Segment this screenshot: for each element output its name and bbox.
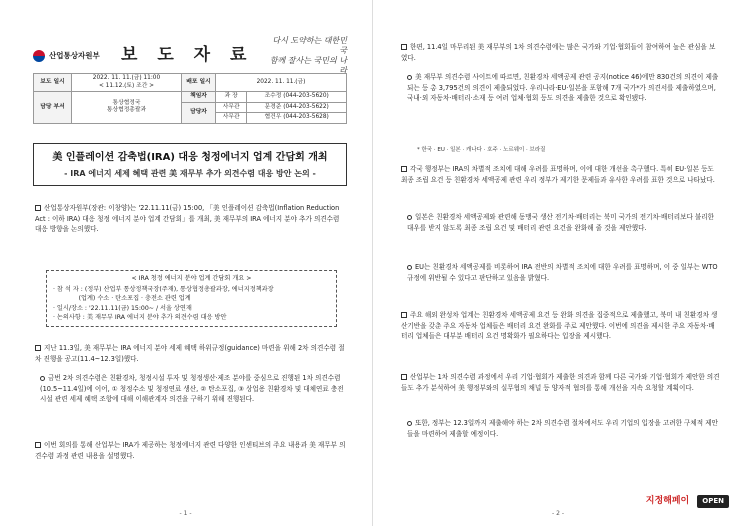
paragraph-second-round [40, 373, 347, 405]
doc-type-title: 보 도 자 료 [121, 45, 254, 66]
footer-logos [646, 495, 729, 509]
paragraph-second-round-plan [407, 418, 721, 439]
paragraph-text: 산업통상자원부(장관: 이창양)는 '22.11.11(금) 15:00, 「美 인플레이션 감축법(Inflation Reduction Act : 이하 IRA) 대응 청정 에너지 분야 업계 간담회」를 개최, 美 재무부의 IRA 에너지 분야 추가 의견수렴 대응 방향을 논의했다. [35, 204, 340, 234]
paragraph-concerns [401, 164, 721, 185]
dept-value: 통상협정국 통상협정총괄과 [72, 92, 182, 124]
box-heading: < IRA 청정 에너지 분야 업계 간담회 개요 > [131, 275, 252, 282]
square-bullet-icon [401, 44, 407, 50]
person-cell: 조수정 (044-203-5620) [247, 92, 347, 103]
paragraph-text: EU는 친환경차 세액공제를 비롯하여 IRA 전반의 차별적 조치에 대한 우려를 표명하며, 이 중 일부는 WTO 규정에 위반될 수 있다고 판단하고 있음을 밝혔다. [407, 263, 718, 282]
paragraph-text: 또한, 정부는 12.3일까지 제출해야 하는 2차 의견수렴 절차에서도 우리 기업의 입장을 고려한 구체적 제안들을 마련하여 제출할 예정이다. [407, 419, 719, 438]
subheadline: - IRA 에너지 세제 혜택 관련 美 재무부 추가 의견수렴 대응 방안 논의 - [64, 169, 316, 178]
release-info-table [33, 73, 347, 124]
circle-bullet-icon [407, 265, 412, 270]
paragraph-site-stats [407, 72, 721, 104]
box-line: (업계) 수소 · 탄소포집 · 충전소 관련 업계 [53, 295, 191, 303]
paragraph-plan [401, 372, 721, 393]
paragraph-text: 美 재무부 의견수렴 사이트에 따르면, 친환경차 세액공제 관련 공지(notice 46)에만 830건의 의견이 제출되는 등 총 3,795건의 의견이 제출되었다. 우리나라·EU·일본을 포함해 7개 국가*가 의견서를 제출하였으며, 국내·외 자동차·배터리·소재 등 여러 업체·협회 등도 의견을 제출한 것으로 확인됐다. [407, 73, 719, 103]
paragraph-text: 일본은 친환경차 세액공제와 관련해 동맹국 생산 전기차·배터리는 북미 국가의 전기차·배터리보다 불리한 대우를 받지 않도록 최종 조립 요건 및 배터리 관련 요건을 완화해 줄 것을 제안했다. [407, 213, 715, 232]
paragraph-eu [407, 262, 721, 283]
square-bullet-icon [35, 442, 41, 448]
distribution-value: 2022. 11. 11.(금) [216, 74, 347, 92]
paragraph-text: 이번 회의를 통해 산업부는 IRA가 제공하는 청정에너지 관련 다양한 인센티브의 주요 내용과 美 재무부 의견수렴 과정 관련 내용을 설명했다. [35, 441, 346, 460]
person-cell: 문경준 (044-203-5622) [247, 102, 347, 113]
dept-label: 담당 부서 [34, 92, 72, 124]
paragraph-text: 주요 해외 완성차 업계는 친환경차 세액공제 요건 등 완화 의견을 집중적으로 제출했고, 북미 내 친환경차 생산기반을 갖춘 주요 자동차 업체들은 배터리 요건 완화를 주로 제안했다. 이번에 의견을 제시한 주요 자동차·배터리 업체들은 대부분 배터리 요건 명확화가 필요하다는 입장을 제시했다. [401, 311, 718, 341]
ministry-name: 산업통상자원부 [49, 51, 100, 61]
page-2 [372, 0, 743, 526]
paragraph-first-round [401, 42, 721, 63]
slogan-line-2: 함께 잘사는 국민의 나라 [269, 56, 347, 75]
role-cell: 책임자 [182, 92, 216, 103]
press-header [33, 36, 347, 75]
paragraph-text: 한편, 11.4일 마무리된 美 재무부의 1차 의견수렴에는 많은 국가와 기업·협회들이 참여하여 높은 관심을 보였다. [401, 43, 716, 62]
square-bullet-icon [35, 205, 41, 211]
brand-logo: 지정해페이 [645, 495, 690, 506]
box-line: · 일시/장소 : '22.11.11(금) 15:00~ / 서울 상연재 [53, 304, 192, 312]
release-value: 2022. 11. 11.(금) 11:00 < 11.12.(토) 조간 > [72, 74, 182, 92]
meeting-overview-box [46, 270, 337, 327]
taeguk-emblem-icon [33, 50, 45, 62]
paragraph-automakers [401, 310, 721, 342]
headline: 美 인플레이션 감축법(IRA) 대응 청정에너지 업계 간담회 개최 [52, 152, 328, 163]
circle-bullet-icon [407, 421, 412, 426]
page-1 [0, 0, 371, 526]
square-bullet-icon [401, 312, 407, 318]
ministry-logo [33, 50, 111, 62]
paragraph-intro [35, 203, 347, 235]
square-bullet-icon [35, 345, 41, 351]
circle-bullet-icon [40, 376, 45, 381]
page-number: - 2 - [552, 510, 564, 517]
country-footnote: * 한국 · EU · 일본 · 캐나다 · 호주 · 노르웨이 · 브라질 [417, 147, 546, 153]
box-line: · 참 석 자 : (정부) 산업부 통상정책국장(주재), 통상협정총괄과장, 에너지정책과장 [53, 285, 274, 293]
role-cell: 담당자 [182, 102, 216, 123]
position-cell: 과 장 [216, 92, 247, 103]
person-cell: 협건우 (044-203-5628) [247, 113, 347, 124]
paragraph-text: 각국 행정부는 IRA의 차별적 조치에 대해 우려를 표명하며, 이에 대한 개선을 촉구했다. 특히 EU·일본 등도 최종 조립 요건 등 친환경차 세액공제 관련 우리 정부가 제기한 문제들과 유사한 우려를 표한 것으로 나타났다. [401, 165, 715, 184]
circle-bullet-icon [407, 215, 412, 220]
paragraph-meeting [35, 440, 347, 461]
paragraph-japan [407, 212, 721, 233]
page-number: - 1 - [179, 510, 192, 517]
paragraph-text: 금번 2차 의견수렴은 친환경차, 청정시설 투자 및 청정생산·제조 분야를 중심으로 진행된 1차 의견수렴(10.5~11.4일)에 이어, ① 청정수소 및 청정연료 생산, ② 탄소포집, ③ 상업용 친환경차 및 대체연료 충전시설 관련 세제 혜택 조항에 대해 이해관계자 의견을 구하기 위해 진행된다. [40, 374, 344, 404]
government-slogan [267, 36, 347, 76]
position-cell: 사무관 [216, 102, 247, 113]
slogan-line-1: 다시 도약하는 대한민국 [272, 36, 347, 55]
distribution-label: 배포 일시 [182, 74, 216, 92]
box-line: · 논의사항 : 美 재무부 IRA 에너지 분야 추가 의견수렴 대응 방안 [53, 314, 227, 322]
open-license-badge: OPEN [697, 495, 729, 508]
position-cell: 사무관 [216, 113, 247, 124]
circle-bullet-icon [407, 75, 412, 80]
paragraph-text: 산업부는 1차 의견수렴 과정에서 우리 기업·협회가 제출한 의견과 함께 다른 국가와 기업·협회가 제안한 의견들도 추가 분석하여 美 행정부와의 실무협의 채널 등 양자적 협의를 통해 개선을 지속 요청할 계획이다. [401, 373, 720, 392]
release-label: 보도 일시 [34, 74, 72, 92]
square-bullet-icon [401, 374, 407, 380]
headline-box [33, 143, 347, 186]
paragraph-text: 지난 11.3일, 美 재무부는 IRA 에너지 분야 세제 혜택 하위규정(guidance) 마련을 위해 2차 의견수렴 절차 진행을 공고(11.4~12.3일)했다. [35, 344, 345, 363]
paragraph-treasury [35, 343, 347, 364]
square-bullet-icon [401, 166, 407, 172]
